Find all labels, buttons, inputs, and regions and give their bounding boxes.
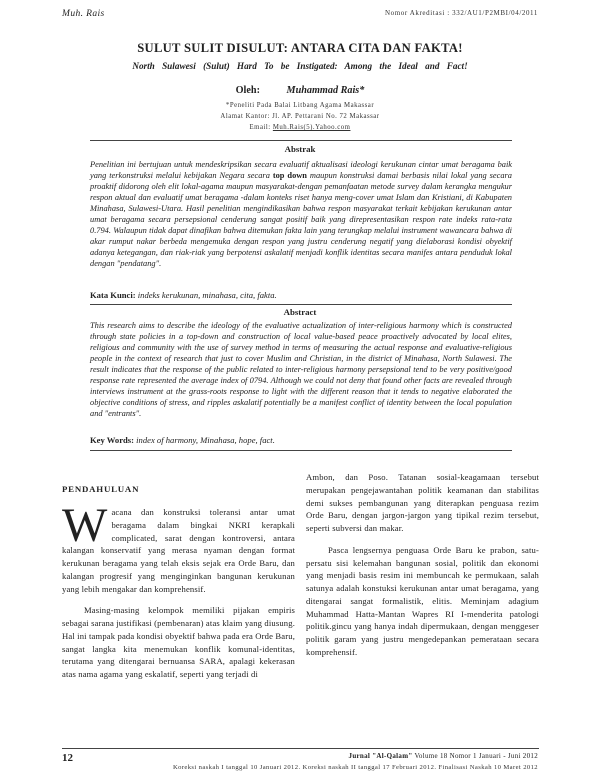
journal-info	[349, 752, 538, 760]
revision-note: Koreksi naskah I tanggal 10 Januari 2012. Koreksi naskah II tanggal 17 Februari 2012. Finalisasi Naskah 10 Maret 2012	[172, 764, 538, 771]
body-paragraph: Masing-masing kelompok memiliki pijakan empiris sebagai sarana justifikasi (pembenaran) atas klaim yang diusung. Hal ini tampak pada kondisi obyektif bahwa pada era Orde Baru, sangat langka kita menemukan konflik komunal-identitas, terutama yang ditengarai bernuansa SARA, apalagi kekerasan atas nama agama yang eskalatif, seperti yang terjadi di	[62, 605, 295, 679]
abstrak-body-emphasis: top down	[272, 171, 307, 181]
running-header-accreditation: Nomor Akreditasi : 332/AU1/P2MBI/04/2011	[384, 9, 538, 17]
author-name: Muhammad Rais*	[286, 85, 365, 96]
divider-mid	[90, 304, 512, 305]
author-prefix: Oleh:	[235, 85, 260, 96]
abstrak-body-part1: Penelitian ini bertujuan untuk mendeskripsikan secara evaluatif aktualisasi ideologi kerukunan cintar umat beragama baik yang terkonstruksi melalui kebijakan Negara secara	[90, 160, 512, 181]
body-column-left	[62, 499, 295, 681]
footer-divider	[62, 748, 539, 749]
abstract-heading: Abstract	[283, 307, 317, 317]
affiliation-institution: *Peneliti Pada Balai Litbang Agama Makassar	[225, 102, 375, 109]
body-paragraph: Pasca lengsernya penguasa Orde Baru ke prabon, satu-persatu sisi kelemahan bangunan sosial, politik dan ekonomi yang menjadi basis resim ini membuncah ke permukaan, salah satunya adalah konstuksi kerukunan antar umat beragama, yang ditengarai sangat formalistik, elitis. Meminjam adagium Muhammad Hatta-Mantan Wapres RI I-menderita patologi politik.gincu yang hanya indah dipermukaan, dengan menggeser politik garam yang justru mengedepankan pemerataan secara komprehensif.	[306, 544, 539, 657]
affiliation-address: Alamat Kantor: Jl. AP. Pettarani No. 72 Makassar	[220, 113, 380, 120]
body-paragraph: Ambon, dan Poso. Tatanan sosial-keagamaan tersebut merupakan pengejawantahan politik keamanan dan stabilitas demi sukses pembangunan yang diterapkan penguasa rezim Orde Baru, dengan jargon-jargon yang tipikal rezim tersebut, seperti subversi dan makar.	[306, 472, 539, 533]
abstrak-heading: Abstrak	[284, 144, 316, 154]
paper-subtitle: North Sulawesi (Sulut) Hard To be Instigated: Among the Ideal and Fact!	[132, 61, 468, 71]
key-words	[90, 435, 512, 445]
key-words-value: index of harmony, Minahasa, hope, fact.	[134, 435, 275, 445]
abstrak-body	[90, 159, 512, 269]
abstrak-body-part2: maupun konstruksi damai berbasis nilai lokal yang secara proaktif didorong oleh elit lokal-agama maupun masyarakat-dengan pemanfaatan metode survey dalam kerangka mengukur respon aktual dan evaluatif umat beragama -dalam konteks riset hanya meng-cover umat Islam dan Kristiani, di Kabupaten Minahasa, Sulawesi-Utara. Hasil penelitian mengindikasikan bahwa respon masyarakat terkait kebijakan kerukunan antar umat beragama secara persepsional cenderung sangat positif baik yang direpresentasikan respon rate indeks rata-rata 0.794. Walaupun tidak dapat dinafikan bahwa ditemukan fakta lain yang terungkap melalui instrument wawancara bahwa di akar rumput nakar berbeda mengemuka dengan respon yang justru cenderung negatif yang dielaborasi kondisi obyektif adanya ketegangan, dan riak-riak yang berpotensi askalatif menjadi konflik identitas secara manifes antara penduduk lokal dengan "pendatang".	[90, 171, 512, 269]
body-column-right	[306, 471, 539, 659]
paper-title: SULUT SULIT DISULUT: ANTARA CITA DAN FAKTA!	[137, 41, 463, 55]
affiliation	[0, 100, 600, 133]
journal-volume: Volume 18 Nomor 1 Januari - Juni 2012	[412, 752, 538, 760]
affiliation-email-line	[0, 122, 600, 133]
paragraph-text: acana dan konstruksi toleransi antar umat beragama dalam bingkai NKRI kerapkali complicated, sarat dengan kontroversi, antara kalangan konservatif yang merasa nyaman dengan format kerukunan beragama yang telah eksis sejak era Orde Baru, dan kalangan progresif yang menginginkan bangunan kerukunan yang lebih mengakar dan komprehensif.	[62, 507, 295, 594]
journal-name: Jurnal "Al-Qalam"	[348, 752, 413, 760]
divider-top	[90, 140, 512, 141]
key-words-label: Key Words:	[90, 435, 135, 445]
drop-cap: W	[62, 499, 108, 552]
kata-kunci-label: Kata Kunci:	[90, 290, 136, 300]
abstract-body: This research aims to describe the ideology of the evaluative actualization of inter-religious harmony which is constructed through state policies in a top-down and construction of local value-based peace proactively advocated by local elites, religious and community with the use of survey method in terms of measuring the actual response and evaluative-religious people in the context of research that just to cover Muslim and Christian, in the district of Minahasa, North Sulawesi. The result indicates that the response of the public related to inter-religious harmony persepsional tend to be very positive/good response rate represented the average index of 0794. Although we could not deny that found other facts are revealed through interviews instrument at the grass-roots response to light with the different reason that it tends to negative elaborated the objective conditions of stress, and ripples askalatif potentially be a manifest conflict of identity between the local population and "entrants".	[90, 321, 512, 419]
divider-bottom	[90, 450, 512, 451]
kata-kunci	[90, 290, 512, 300]
body-paragraph	[62, 499, 295, 595]
email-link[interactable]: Muh.Rais(5).Yahoo.com	[272, 124, 351, 131]
email-label: Email:	[249, 124, 273, 131]
author-line	[0, 85, 600, 96]
page-number: 12	[62, 752, 73, 764]
section-heading: PENDAHULUAN	[62, 484, 140, 494]
running-header-author: Muh. Rais	[62, 9, 105, 19]
kata-kunci-value: indeks kerukunan, minahasa, cita, fakta.	[135, 290, 277, 300]
